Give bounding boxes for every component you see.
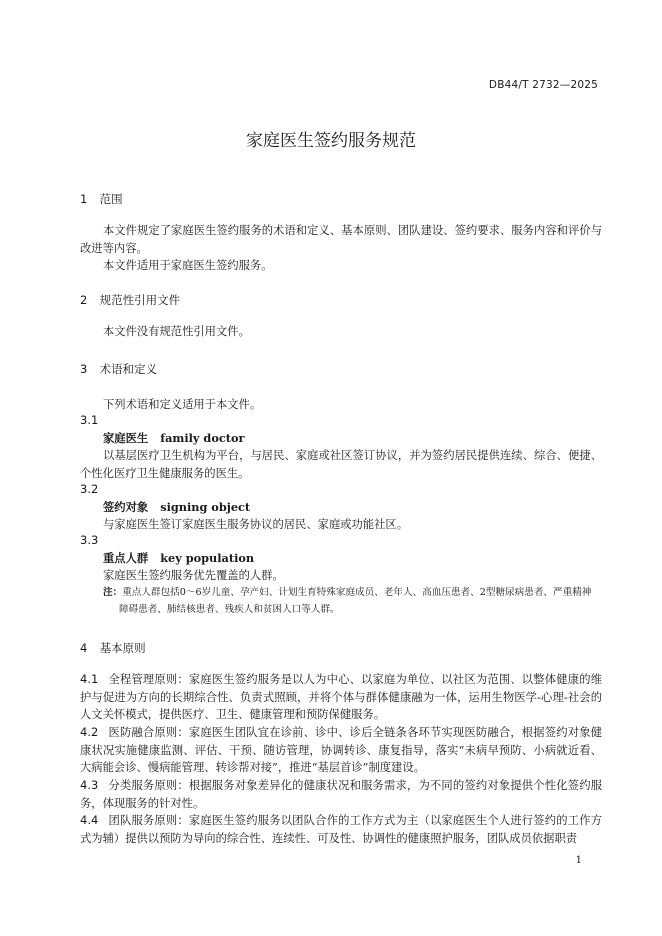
paragraph: 本文件规定了家庭医生签约服务的术语和定义、基本原则、团队建设、签约要求、服务内容和评价与改进等内容。 — [80, 224, 602, 255]
principle-number: 4.4 — [80, 813, 99, 827]
note-text: 重点人群包括0～6岁儿童、孕产妇、计划生育特殊家庭成员、老年人、高血压患者、2型糖尿病患者、严重精神 — [122, 587, 592, 598]
section-number: 2 — [80, 293, 88, 307]
principle-4-2 — [80, 724, 602, 777]
term-definition: 以基层医疗卫生机构为平台，与居民、家庭或社区签订协议，并为签约居民提供连续、综合、便捷、个性化医疗卫生健康服务的医生。 — [80, 449, 602, 480]
principle-text: 全程管理原则：家庭医生签约服务是以人为中心、以家庭为单位、以社区为范围、以整体健康的维护与促进为方向的长期综合性、负责式照顾，并将个体与群体健康融为一体，运用生物医学-心理-社会的人文关怀模式，提供医疗、卫生、健康管理和预防保健服务。 — [80, 673, 602, 721]
paragraph: 本文件适用于家庭医生签约服务。 — [103, 259, 273, 272]
page-title: 家庭医生签约服务规范 — [246, 131, 416, 151]
term-note — [103, 584, 601, 618]
term-definition: 家庭医生签约服务优先覆盖的人群。 — [103, 569, 284, 582]
section-number: 1 — [80, 192, 88, 206]
principle-text: 医防融合原则：家庭医生团队宜在诊前、诊中、诊后全链条各环节实现医防融合，根据签约对象健康状况实施健康监测、评估、干预、随访管理，协调转诊、康复指导，落实“未病早预防、小病就近看、大病能会诊、慢病能管理、转诊帮对接”，推进“基层首诊”制度建设。 — [80, 726, 602, 774]
term-en: signing object — [160, 500, 251, 514]
principle-4-3 — [80, 777, 602, 812]
principle-text: 团队服务原则：家庭医生签约服务以团队合作的工作方式为主（以家庭医生个人进行签约的工作方式为辅）提供以预防为导向的综合性、连续性、可及性、协调性的健康照护服务，团队成员依据职责 — [80, 814, 602, 845]
paragraph: 下列术语和定义适用于本文件。 — [103, 398, 262, 411]
principle-number: 4.1 — [80, 672, 99, 686]
term-heading — [103, 550, 254, 566]
term-number: 3.1 — [80, 413, 99, 427]
paragraph: 本文件没有规范性引用文件。 — [103, 325, 250, 338]
section-number: 3 — [80, 362, 88, 376]
term-cn: 签约对象 — [103, 501, 149, 514]
term-definition: 与家庭医生签订家庭医生服务协议的居民、家庭或功能社区。 — [103, 518, 409, 531]
page-number: 1 — [575, 855, 582, 866]
section-4-heading — [80, 640, 146, 656]
note-text-continued: 障碍患者、肺结核患者、残疾人和贫困人口等人群。 — [119, 604, 340, 615]
section-title: 范围 — [99, 192, 123, 206]
term-heading — [103, 430, 244, 446]
term-number: 3.3 — [80, 533, 99, 547]
section-3-heading — [80, 361, 157, 377]
section-title: 规范性引用文件 — [99, 293, 181, 307]
term-en: key population — [160, 551, 255, 565]
section-1-heading — [80, 191, 123, 207]
section-number: 4 — [80, 641, 88, 655]
principle-text: 分类服务原则：根据服务对象差异化的健康状况和服务需求，为不同的签约对象提供个性化签约服务，体现服务的针对性。 — [80, 779, 602, 810]
section-title: 基本原则 — [99, 641, 146, 655]
principle-4-1 — [80, 671, 602, 724]
term-en: family doctor — [160, 431, 245, 445]
doc-code: DB44/T 2732—2025 — [488, 79, 598, 91]
principle-number: 4.3 — [80, 778, 99, 792]
term-heading — [103, 499, 250, 515]
section-2-heading — [80, 292, 180, 308]
principle-number: 4.2 — [80, 725, 99, 739]
principle-4-4 — [80, 812, 602, 847]
note-label: 注： — [103, 587, 123, 598]
term-number: 3.2 — [80, 482, 99, 496]
section-title: 术语和定义 — [99, 362, 158, 376]
term-cn: 重点人群 — [103, 552, 149, 565]
term-cn: 家庭医生 — [103, 432, 149, 445]
